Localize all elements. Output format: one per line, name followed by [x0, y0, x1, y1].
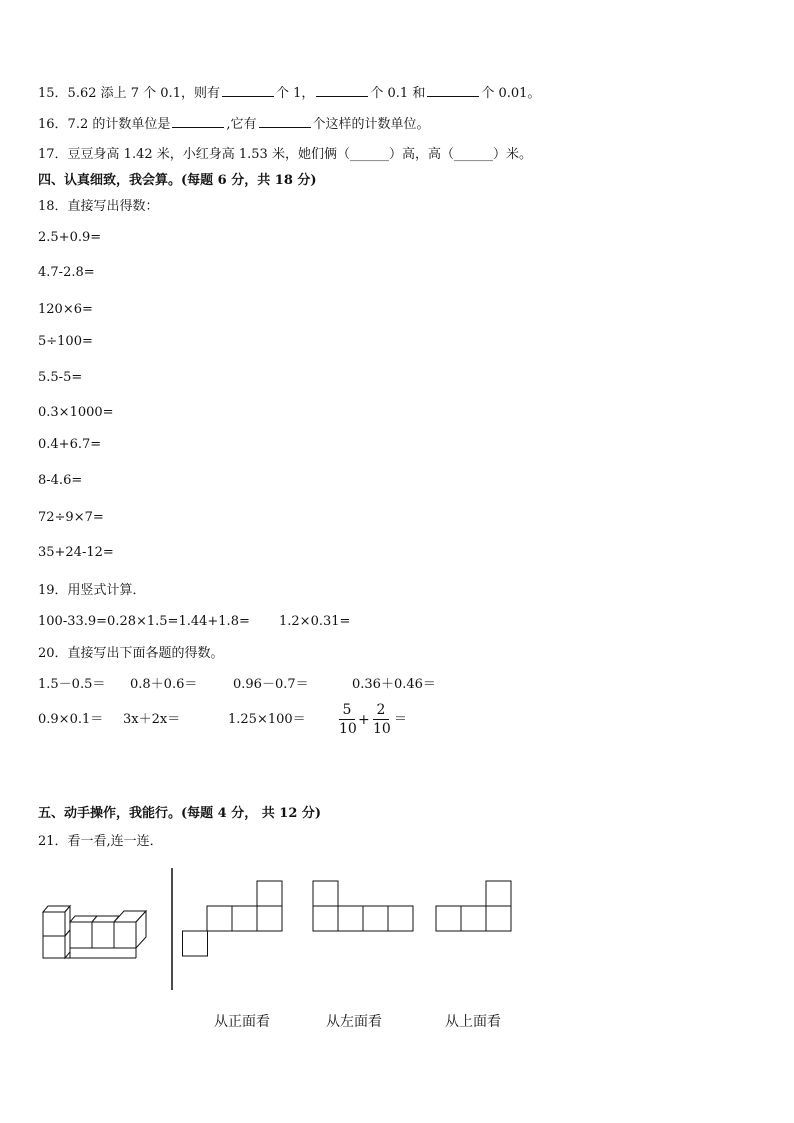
view-label-front[interactable]: 从正面看: [214, 1014, 270, 1030]
q18-item: 0.4+6.7=: [38, 437, 102, 452]
q20-item: 0.8＋0.6＝: [130, 677, 198, 692]
grid-square: [436, 906, 461, 931]
view-label-top[interactable]: 从上面看: [445, 1014, 501, 1030]
grid-square: [363, 906, 388, 931]
grid-square: [232, 906, 257, 931]
q20-item: 1.25×100＝: [228, 712, 306, 727]
grid-square: [207, 906, 232, 931]
fraction: [339, 702, 355, 737]
q19-problem: 1.2×0.31=: [279, 614, 351, 629]
section-4-heading: 四、认真细致，我会算。(每题 6 分，共 18 分): [38, 173, 317, 188]
equals-sign: ＝: [394, 712, 408, 727]
grid-square: [257, 881, 282, 906]
q20-item: 0.36＋0.46＝: [352, 677, 436, 692]
question-21-title: 21．看一看,连一连．: [38, 834, 163, 849]
answer-blank[interactable]: [172, 115, 224, 128]
view-label-left[interactable]: 从左面看: [326, 1014, 382, 1030]
answer-blank[interactable]: [427, 84, 479, 97]
q18-item: 120×6=: [38, 302, 93, 317]
q19-problems: 100-33.9=0.28×1.5=1.44+1.8=: [38, 614, 250, 629]
divider-line: [170, 868, 174, 990]
q15-part-c: 个 0.01。: [481, 86, 541, 101]
question-17: 17．豆豆身高 1.42 米，小红身高 1.53 米，她们俩（______）高，高（______）米。: [38, 147, 532, 162]
grid-square: [313, 881, 338, 906]
q15-part-b: 个 0.1 和: [370, 86, 426, 101]
question-16: [38, 115, 430, 133]
question-15: [38, 84, 540, 102]
view-option-a[interactable]: [182, 880, 284, 958]
q18-item: 2.5+0.9=: [38, 230, 102, 245]
fraction-bar: [373, 719, 389, 720]
q18-item: 0.3×1000=: [38, 405, 114, 420]
cube-face: [43, 912, 65, 936]
q18-item: 5÷100=: [38, 334, 93, 349]
cube-face: [92, 922, 114, 948]
denominator: 10: [373, 721, 391, 737]
q16-part-a: ,它有: [226, 117, 257, 132]
grid-square: [183, 931, 208, 956]
answer-blank[interactable]: [316, 84, 368, 97]
section-5-heading: 五、动手操作，我能行。(每题 4 分， 共 12 分): [38, 806, 322, 821]
answer-blank[interactable]: [222, 84, 274, 97]
q20-item: 0.9×0.1＝: [38, 712, 104, 727]
numerator: 2: [376, 702, 386, 718]
grid-square: [313, 906, 338, 931]
fraction-bar: [339, 719, 355, 720]
grid-square: [338, 906, 363, 931]
answer-blank[interactable]: [259, 115, 311, 128]
denominator: 10: [339, 721, 357, 737]
q18-item: 35+24-12=: [38, 545, 114, 560]
fraction: [373, 702, 389, 737]
q18-item: 4.7-2.8=: [38, 265, 95, 280]
grid-square: [257, 906, 282, 931]
q20-item: 1.5－0.5＝: [38, 677, 106, 692]
q18-item: 8-4.6=: [38, 473, 83, 488]
q18-item: 5.5-5=: [38, 370, 83, 385]
plus-sign: +: [358, 712, 370, 728]
q20-item: 3x＋2x＝: [123, 712, 181, 727]
question-20-title: 20．直接写出下面各题的得数。: [38, 646, 224, 661]
cube-stack-figure: [38, 897, 168, 967]
grid-square: [486, 881, 511, 906]
grid-square: [461, 906, 486, 931]
cube-face: [70, 922, 92, 948]
grid-square: [486, 906, 511, 931]
grid-square: [388, 906, 413, 931]
question-19-title: 19．用竖式计算．: [38, 583, 146, 598]
cube-face: [114, 922, 136, 948]
view-option-b[interactable]: [312, 880, 414, 934]
question-18-title: 18．直接写出得数：: [38, 199, 159, 214]
numerator: 5: [342, 702, 352, 718]
cube-face: [43, 936, 65, 958]
q16-prefix: 16．7.2 的计数单位是: [38, 117, 171, 132]
q15-prefix: 15．5.62 添上 7 个 0.1，则有: [38, 86, 220, 101]
q20-item: 0.96－0.7＝: [233, 677, 309, 692]
q15-part-a: 个 1，: [275, 86, 315, 101]
q16-part-b: 个这样的计数单位。: [312, 117, 430, 132]
view-option-c[interactable]: [435, 880, 513, 934]
q18-item: 72÷9×7=: [38, 510, 104, 525]
